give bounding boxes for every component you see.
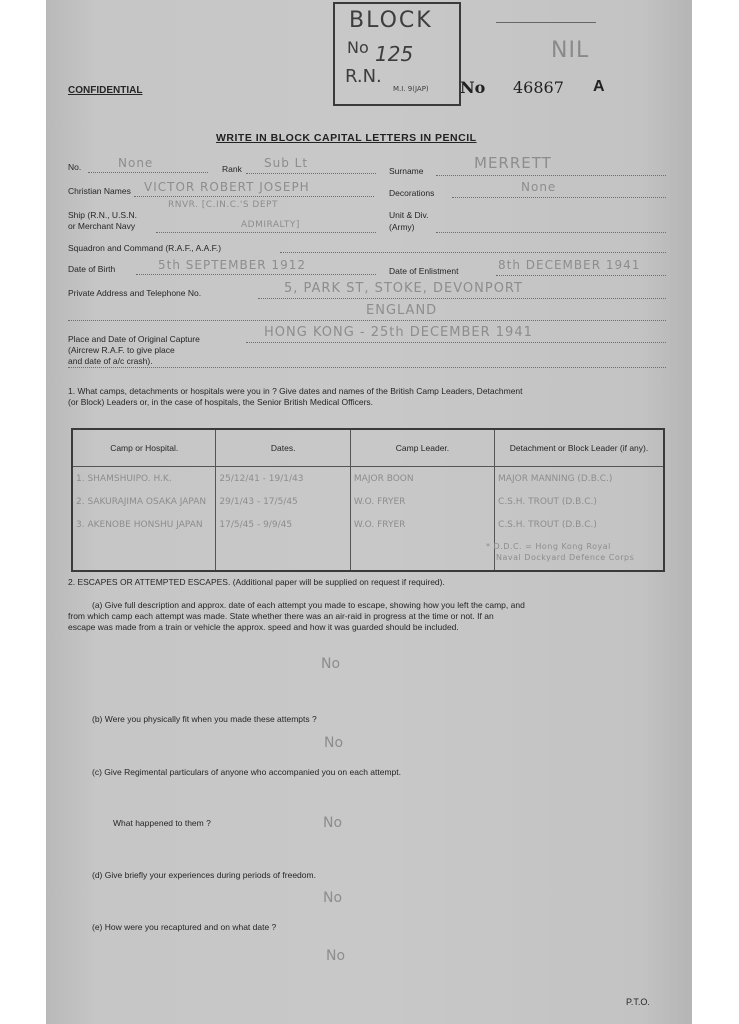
dates-cell: 29/1/43 - 17/5/45	[216, 490, 351, 513]
question-e: (e) How were you recaptured and on what date ?	[92, 922, 277, 932]
christian-names-label: Christian Names	[68, 186, 131, 196]
dates-cell: 25/12/41 - 19/1/43	[216, 467, 351, 491]
address-value-2: ENGLAND	[366, 303, 438, 318]
address-line-2	[68, 320, 666, 321]
block-leader-cell: MAJOR MANNING (D.B.C.)	[495, 467, 664, 491]
capture-value: HONG KONG - 25th DECEMBER 1941	[264, 325, 533, 340]
question-d: (d) Give briefly your experiences during periods of freedom.	[92, 870, 316, 880]
question-b: (b) Were you physically fit when you made these attempts ?	[92, 714, 317, 724]
enlistment-value: 8th DECEMBER 1941	[498, 258, 641, 272]
answer-d: No	[323, 890, 343, 906]
answer-a: No	[321, 656, 341, 672]
question-c: (c) Give Regimental particulars of anyone who accompanied you on each attempt.	[92, 767, 401, 777]
ship-value-1: RNVR. [C.IN.C.'S DEPT	[168, 200, 278, 210]
form-suffix: A	[593, 78, 605, 95]
form-number: 46867	[513, 78, 564, 97]
dob-label: Date of Birth	[68, 264, 116, 274]
table-footnote-1: * D.D.C. = Hong Kong Royal	[486, 542, 611, 551]
pto-label: P.T.O.	[626, 997, 650, 1007]
enlistment-line	[496, 275, 666, 276]
block-stamp: BLOCK No 125 R.N. M.I. 9(JAP)	[333, 2, 461, 106]
question-a-3: escape was made from a train or vehicle the approx. speed and how it was guarded should be included.	[68, 622, 459, 632]
answer-e: No	[326, 948, 346, 964]
col-detachment-leader: Detachment or Block Leader (if any).	[495, 429, 664, 467]
unit-line	[436, 232, 666, 233]
camp-cell: 3. AKENOBE HONSHU JAPAN	[72, 513, 216, 536]
squadron-line	[280, 252, 666, 253]
ship-label-2: or Merchant Navy	[68, 221, 136, 231]
decorations-value: None	[521, 180, 557, 194]
enlistment-label: Date of Enlistment	[389, 266, 459, 276]
christian-names-line	[134, 196, 374, 197]
dob-line	[136, 274, 376, 275]
decorations-line	[452, 197, 666, 198]
address-line-1	[258, 298, 666, 299]
dates-cell: 17/5/45 - 9/9/45	[216, 513, 351, 536]
christian-names-value: VICTOR ROBERT JOSEPH	[144, 180, 310, 194]
leader-cell: MAJOR BOON	[350, 467, 494, 491]
unit-label-1: Unit & Div.	[389, 210, 429, 220]
no-label: No.	[68, 162, 82, 172]
table-footnote-2: Naval Dockyard Defence Corps	[496, 553, 635, 562]
pencil-instruction: WRITE IN BLOCK CAPITAL LETTERS IN PENCIL	[216, 132, 477, 144]
rank-label: Rank	[222, 164, 242, 174]
decorations-label: Decorations	[389, 188, 435, 198]
answer-b: No	[324, 735, 344, 751]
form-page	[46, 0, 692, 1024]
camp-cell: 1. SHAMSHUIPO. H.K.	[72, 467, 216, 491]
surname-label: Surname	[389, 166, 424, 176]
squadron-label: Squadron and Command (R.A.F., A.A.F.)	[68, 243, 222, 253]
section2-heading: 2. ESCAPES OR ATTEMPTED ESCAPES. (Additional paper will be supplied on request if required).	[68, 577, 445, 587]
no-line	[88, 172, 208, 173]
ship-line	[156, 232, 376, 233]
dob-value: 5th SEPTEMBER 1912	[158, 258, 306, 272]
section1-text-2: (or Block) Leaders or, in the case of hospitals, the Senior British Medical Officers.	[68, 397, 374, 407]
leader-cell: W.O. FRYER	[350, 490, 494, 513]
rank-value: Sub Lt	[264, 156, 309, 170]
capture-label-3: and date of a/c crash).	[68, 356, 153, 366]
nil-mark: NIL	[551, 38, 590, 63]
capture-line-2	[68, 367, 666, 368]
unit-label-2: (Army)	[389, 222, 415, 232]
table-row	[72, 467, 664, 491]
question-a-1: (a) Give full description and approx. date of each attempt you made to escape, showing how you left the camp, and	[92, 600, 525, 610]
block-leader-cell: C.S.H. TROUT (D.B.C.)	[495, 513, 664, 536]
capture-label-1: Place and Date of Original Capture	[68, 334, 200, 344]
table-header-row	[72, 429, 664, 467]
ship-value-2: ADMIRALTY]	[241, 220, 300, 230]
camp-cell: 2. SAKURAJIMA OSAKA JAPAN	[72, 490, 216, 513]
rank-line	[246, 173, 376, 174]
ship-label-1: Ship (R.N., U.S.N.	[68, 210, 137, 220]
table-row	[72, 513, 664, 536]
question-c-sub: What happened to them ?	[113, 818, 211, 828]
capture-label-2: (Aircrew R.A.F. to give place	[68, 345, 175, 355]
no-value: None	[118, 156, 154, 170]
col-dates: Dates.	[216, 429, 351, 467]
table-row	[72, 490, 664, 513]
capture-line	[246, 342, 666, 343]
surname-line	[436, 175, 666, 176]
col-camp-leader: Camp Leader.	[350, 429, 494, 467]
col-camp: Camp or Hospital.	[72, 429, 216, 467]
block-leader-cell: C.S.H. TROUT (D.B.C.)	[495, 490, 664, 513]
stamp-rule	[496, 22, 596, 23]
address-value-1: 5, PARK ST, STOKE, DEVONPORT	[284, 281, 523, 296]
leader-cell: W.O. FRYER	[350, 513, 494, 536]
answer-c: No	[323, 815, 343, 831]
section1-text-1: 1. What camps, detachments or hospitals were you in ? Give dates and names of the British Camp Leaders, Detachment	[68, 386, 523, 396]
confidential-label: CONFIDENTIAL	[68, 85, 143, 96]
surname-value: MERRETT	[474, 154, 552, 172]
form-no-label: No	[460, 78, 486, 97]
address-label: Private Address and Telephone No.	[68, 288, 202, 298]
question-a-2: from which camp each attempt was made. State whether there was an air-raid in progress at the time or not. If an	[68, 611, 494, 621]
